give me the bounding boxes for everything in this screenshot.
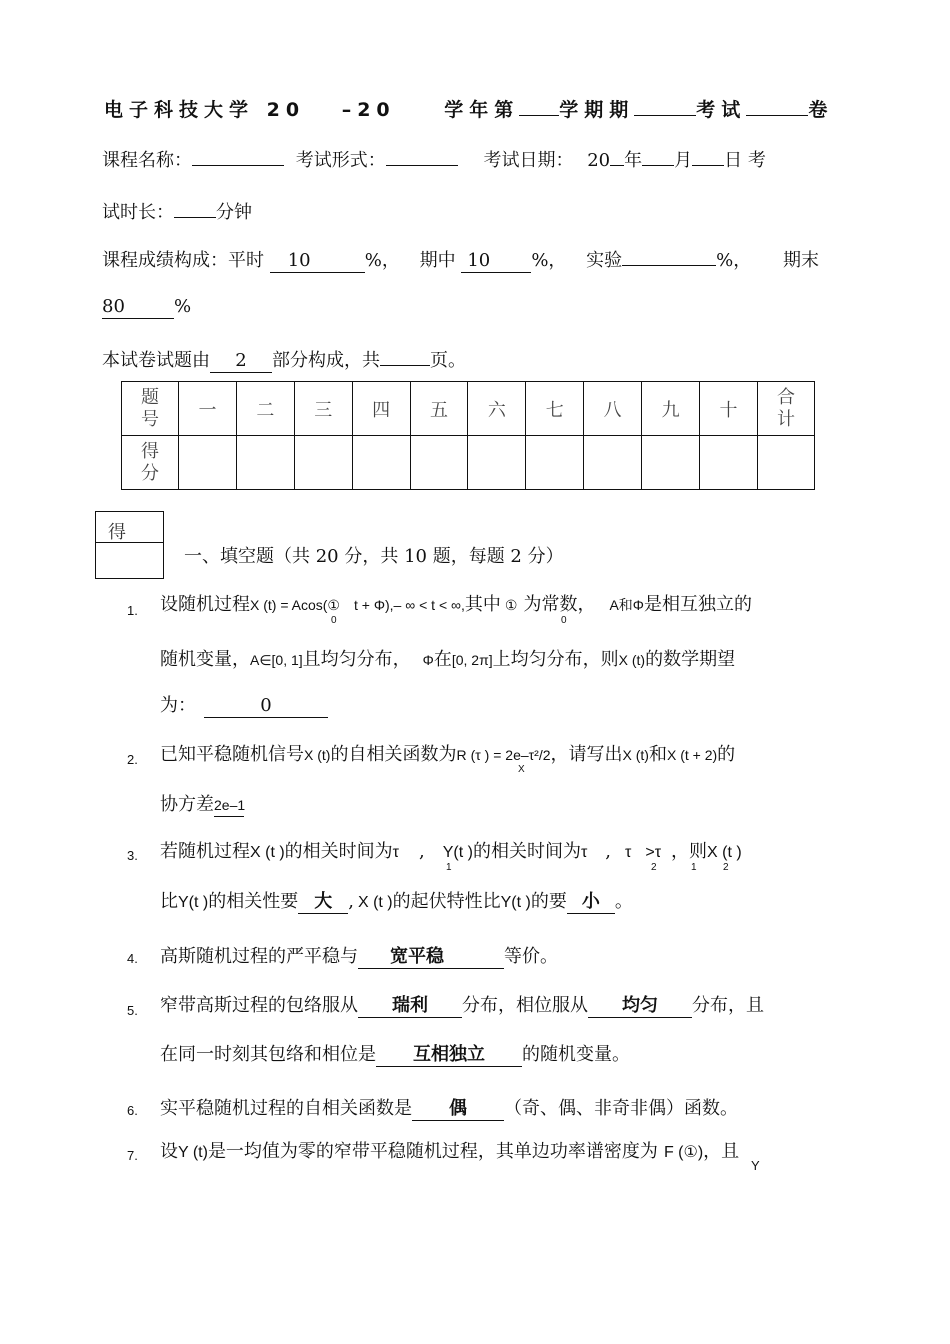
col-9: 九	[642, 382, 700, 436]
question-7-line-1: 设Y (t)是一均值为零的窄带平稳随机过程，其单边功率谱密度为 F (①)，且	[160, 1141, 740, 1162]
question-4-line: 高斯随机过程的严平稳与 宽平稳 等价。	[160, 946, 558, 967]
grade-composition-line: 课程成绩构成：平时 10 %， 期中 10 %， 实验 %， 期末	[102, 250, 819, 271]
score-cell[interactable]	[758, 436, 815, 490]
question-number: 7.	[127, 1148, 138, 1163]
question-1-line-1: 设随机过程X (t) = Acos(① t + Φ),– ∞ < t < ∞,其中 ① 为常数， A和Φ是相互独立的	[160, 594, 752, 615]
parts-line: 本试卷试题由 2 部分构成，共 页。	[102, 350, 466, 371]
score-cell[interactable]	[700, 436, 758, 490]
row-label-number: 题 号	[122, 382, 179, 436]
final-pct-line: 80 %	[102, 296, 192, 317]
score-cell[interactable]	[179, 436, 237, 490]
answer-blank[interactable]: 均匀	[588, 995, 692, 1018]
question-2-line-1: 已知平稳随机信号X (t)的自相关函数为R (τ ) = 2e–τ²/2，请写出X (t)和X (t + 2)的	[160, 744, 736, 765]
subscript: 2	[723, 862, 729, 873]
question-number: 1.	[127, 603, 138, 618]
col-7: 七	[526, 382, 584, 436]
score-box-label: 得	[108, 522, 126, 543]
question-number: 3.	[127, 848, 138, 863]
exam-title: 电子科技大学 20 –20 学年第 学期期 考试 卷	[104, 99, 834, 121]
answer-blank[interactable]: 偶	[412, 1098, 504, 1121]
col-6: 六	[468, 382, 526, 436]
subscript: X	[518, 764, 525, 775]
section-title: 一、填空题（共 20 分，共 10 题，每题 2 分）	[184, 546, 564, 567]
row-label-score: 得 分	[122, 436, 179, 490]
course-info-line: 课程名称： 考试形式： 考试日期： 20 年 月 日 考	[102, 150, 766, 171]
score-table-header-row	[122, 382, 815, 436]
question-5-line-1: 窄带高斯过程的包络服从 瑞利 分布，相位服从 均匀 分布，且	[160, 995, 764, 1016]
subscript: 2	[651, 862, 657, 873]
score-cell[interactable]	[410, 436, 468, 490]
score-cell[interactable]	[236, 436, 294, 490]
question-number: 4.	[127, 951, 138, 966]
subscript: 0	[561, 615, 567, 626]
score-cell[interactable]	[468, 436, 526, 490]
answer-blank[interactable]: 互相独立	[376, 1044, 522, 1067]
question-6-line: 实平稳随机过程的自相关函数是 偶 （奇、偶、非奇非偶）函数。	[160, 1098, 738, 1119]
col-10: 十	[700, 382, 758, 436]
score-table-score-row	[122, 436, 815, 490]
question-5-line-2: 在同一时刻其包络和相位是 互相独立 的随机变量。	[160, 1044, 630, 1065]
question-number: 6.	[127, 1103, 138, 1118]
col-8: 八	[584, 382, 642, 436]
score-cell[interactable]	[294, 436, 352, 490]
score-cell[interactable]	[584, 436, 642, 490]
answer-blank[interactable]: 0	[204, 695, 328, 718]
question-1-line-3: 为： 0	[160, 691, 328, 718]
col-total: 合 计	[758, 382, 815, 436]
col-4: 四	[352, 382, 410, 436]
col-5: 五	[410, 382, 468, 436]
subscript: 1	[691, 862, 697, 873]
answer-blank[interactable]: 瑞利	[358, 995, 462, 1018]
answer-blank[interactable]: 大	[298, 891, 348, 914]
subscript: 1	[446, 862, 452, 873]
score-cell[interactable]	[526, 436, 584, 490]
subscript: Y	[751, 1158, 760, 1173]
question-number: 5.	[127, 1003, 138, 1018]
col-3: 三	[294, 382, 352, 436]
score-table	[121, 381, 815, 490]
subscript: 0	[331, 615, 337, 626]
score-cell[interactable]	[642, 436, 700, 490]
answer-blank[interactable]: 小	[567, 891, 615, 914]
answer-blank[interactable]: 宽平稳	[358, 946, 504, 969]
section-score-box[interactable]	[95, 511, 164, 579]
question-3-line-1: 若随机过程X (t )的相关时间为τ , Y(t )的相关时间为τ , τ >τ ，则X (t )	[160, 841, 742, 862]
score-cell[interactable]	[352, 436, 410, 490]
col-2: 二	[236, 382, 294, 436]
question-2-line-2: 协方差2e–1	[160, 794, 246, 815]
answer-blank[interactable]: 2e–1	[214, 794, 244, 817]
question-3-line-2: 比Y(t )的相关性要 大 , X (t )的起伏特性比Y(t )的要 小 。	[160, 891, 633, 912]
question-1-line-2: 随机变量，A∈[0, 1]且均匀分布， Φ在[0, 2π]上均匀分布，则X (t)的数学期望	[160, 649, 736, 670]
duration-line: 试时长： 分钟	[102, 202, 252, 223]
question-number: 2.	[127, 752, 138, 767]
col-1: 一	[179, 382, 237, 436]
